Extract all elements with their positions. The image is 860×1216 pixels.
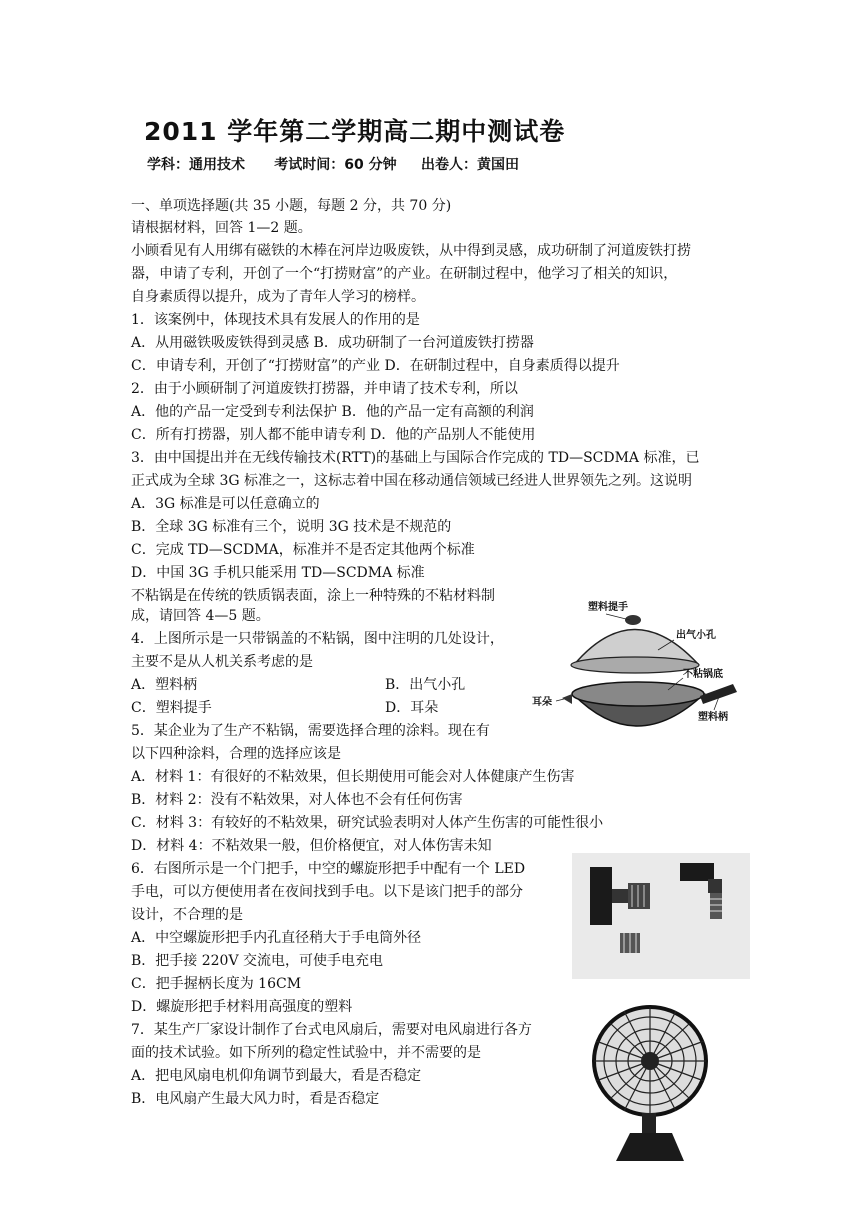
pan-intro: 成，请回答 4—5 题。 <box>131 608 270 624</box>
question-7-option-a: A．把电风扇电机仰角调节到最大，看是否稳定 <box>131 1068 422 1084</box>
question-1-options-ab: A．从用磁铁吸废铁得到灵感 B．成功研制了一台河道废铁打捞器 <box>131 335 534 351</box>
question-4-option-a: A．塑料柄 <box>131 677 198 693</box>
pan-label-handle: 塑料柄 <box>698 712 728 723</box>
question-6-option-b: B．把手接 220V 交流电，可使手电充电 <box>131 953 384 969</box>
question-3-option-a: A．3G 标准是可以任意确立的 <box>131 496 320 512</box>
question-3-option-b: B．全球 3G 标准有三个，说明 3G 技术是不规范的 <box>131 519 452 535</box>
question-6-option-d: D．螺旋形把手材料用高强度的塑料 <box>131 999 353 1015</box>
question-7-option-b: B．电风扇产生最大风力时，看是否稳定 <box>131 1091 380 1107</box>
pan-label-ear: 耳朵 <box>532 697 552 708</box>
question-5-option-a: A．材料 1：有很好的不粘效果，但长期使用可能会对人体健康产生伤害 <box>131 769 575 785</box>
pan-label-bottom: 不粘锅底 <box>683 669 723 680</box>
question-3-option-d: D．中国 3G 手机只能采用 TD—SCDMA 标准 <box>131 565 425 581</box>
question-4-option-b: B．出气小孔 <box>385 677 466 693</box>
question-7-stem: 面的技术试验。如下所列的稳定性试验中，并不需要的是 <box>131 1045 481 1061</box>
pan-intro: 不粘锅是在传统的铁质锅表面，涂上一种特殊的不粘材料制 <box>131 588 495 604</box>
question-3-option-c: C．完成 TD—SCDMA，标准并不是否定其他两个标准 <box>131 542 475 558</box>
question-4-stem: 主要不是从人机关系考虑的是 <box>131 654 313 670</box>
door-handle-figure <box>572 853 750 979</box>
pan-label-vent: 出气小孔 <box>676 630 716 641</box>
question-1-options-cd: C．申请专利，开创了“打捞财富”的产业 D．在研制过程中，自身素质得以提升 <box>131 358 620 374</box>
pan-figure <box>528 598 750 743</box>
section-heading: 一、单项选择题(共 35 小题，每题 2 分，共 70 分) <box>131 198 452 214</box>
question-6-stem: 6．右图所示是一个门把手，中空的螺旋形把手中配有一个 LED <box>131 861 526 877</box>
question-4-option-c: C．塑料提手 <box>131 700 212 716</box>
question-3-stem: 正式成为全球 3G 标准之一，这标志着中国在移动通信领域已经进人世界领先之列。这说明 <box>131 473 692 489</box>
question-4-stem: 4．上图所示是一只带锅盖的不粘锅，图中注明的几处设计， <box>131 631 504 647</box>
exam-title: 2011 学年第二学期高二期中测试卷 <box>144 117 566 146</box>
question-2-stem: 2．由于小顾研制了河道废铁打捞器，并申请了技术专利，所以 <box>131 381 518 397</box>
material-paragraph-line: 自身素质得以提升，成为了青年人学习的榜样。 <box>131 289 425 305</box>
question-2-options-ab: A．他的产品一定受到专利法保护 B．他的产品一定有高额的利润 <box>131 404 534 420</box>
material-intro: 请根据材料，回答 1—2 题。 <box>131 220 312 236</box>
question-5-option-b: B．材料 2：没有不粘效果，对人体也不会有任何伤害 <box>131 792 463 808</box>
question-6-option-a: A．中空螺旋形把手内孔直径稍大于手电筒外径 <box>131 930 422 946</box>
question-5-stem: 5．某企业为了生产不粘锅，需要选择合理的涂料。现在有 <box>131 723 490 739</box>
fan-figure <box>586 1003 718 1163</box>
exam-subtitle: 学科：通用技术 考试时间：60 分钟 出卷人：黄国田 <box>147 157 519 173</box>
question-5-option-d: D．材料 4：不粘效果一般，但价格便宜，对人体伤害未知 <box>131 838 492 854</box>
question-5-stem: 以下四种涂料，合理的选择应该是 <box>131 746 341 762</box>
pan-label-top-handle: 塑料提手 <box>588 602 628 613</box>
question-3-stem: 3．由中国提出并在无线传输技术(RTT)的基础上与国际合作完成的 TD—SCDMA 标准，已 <box>131 450 700 466</box>
question-2-options-cd: C．所有打捞器，别人都不能申请专利 D．他的产品别人不能使用 <box>131 427 536 443</box>
material-paragraph-line: 小顾看见有人用绑有磁铁的木棒在河岸边吸废铁，从中得到灵感，成功研制了河道废铁打捞 <box>131 243 691 259</box>
question-7-stem: 7．某生产厂家设计制作了台式电风扇后，需要对电风扇进行各方 <box>131 1022 532 1038</box>
question-6-stem: 手电，可以方便使用者在夜间找到手电。以下是该门把手的部分 <box>131 884 523 900</box>
question-4-option-d: D．耳朵 <box>385 700 439 716</box>
material-paragraph-line: 器，申请了专利，开创了一个“打捞财富”的产业。在研制过程中，他学习了相关的知识， <box>131 266 678 282</box>
question-5-option-c: C．材料 3：有较好的不粘效果，研究试验表明对人体产生伤害的可能性很小 <box>131 815 604 831</box>
question-6-stem: 设计，不合理的是 <box>131 907 243 923</box>
question-1-stem: 1．该案例中，体现技术具有发展人的作用的是 <box>131 312 420 328</box>
question-6-option-c: C．把手握柄长度为 16CM <box>131 976 302 992</box>
